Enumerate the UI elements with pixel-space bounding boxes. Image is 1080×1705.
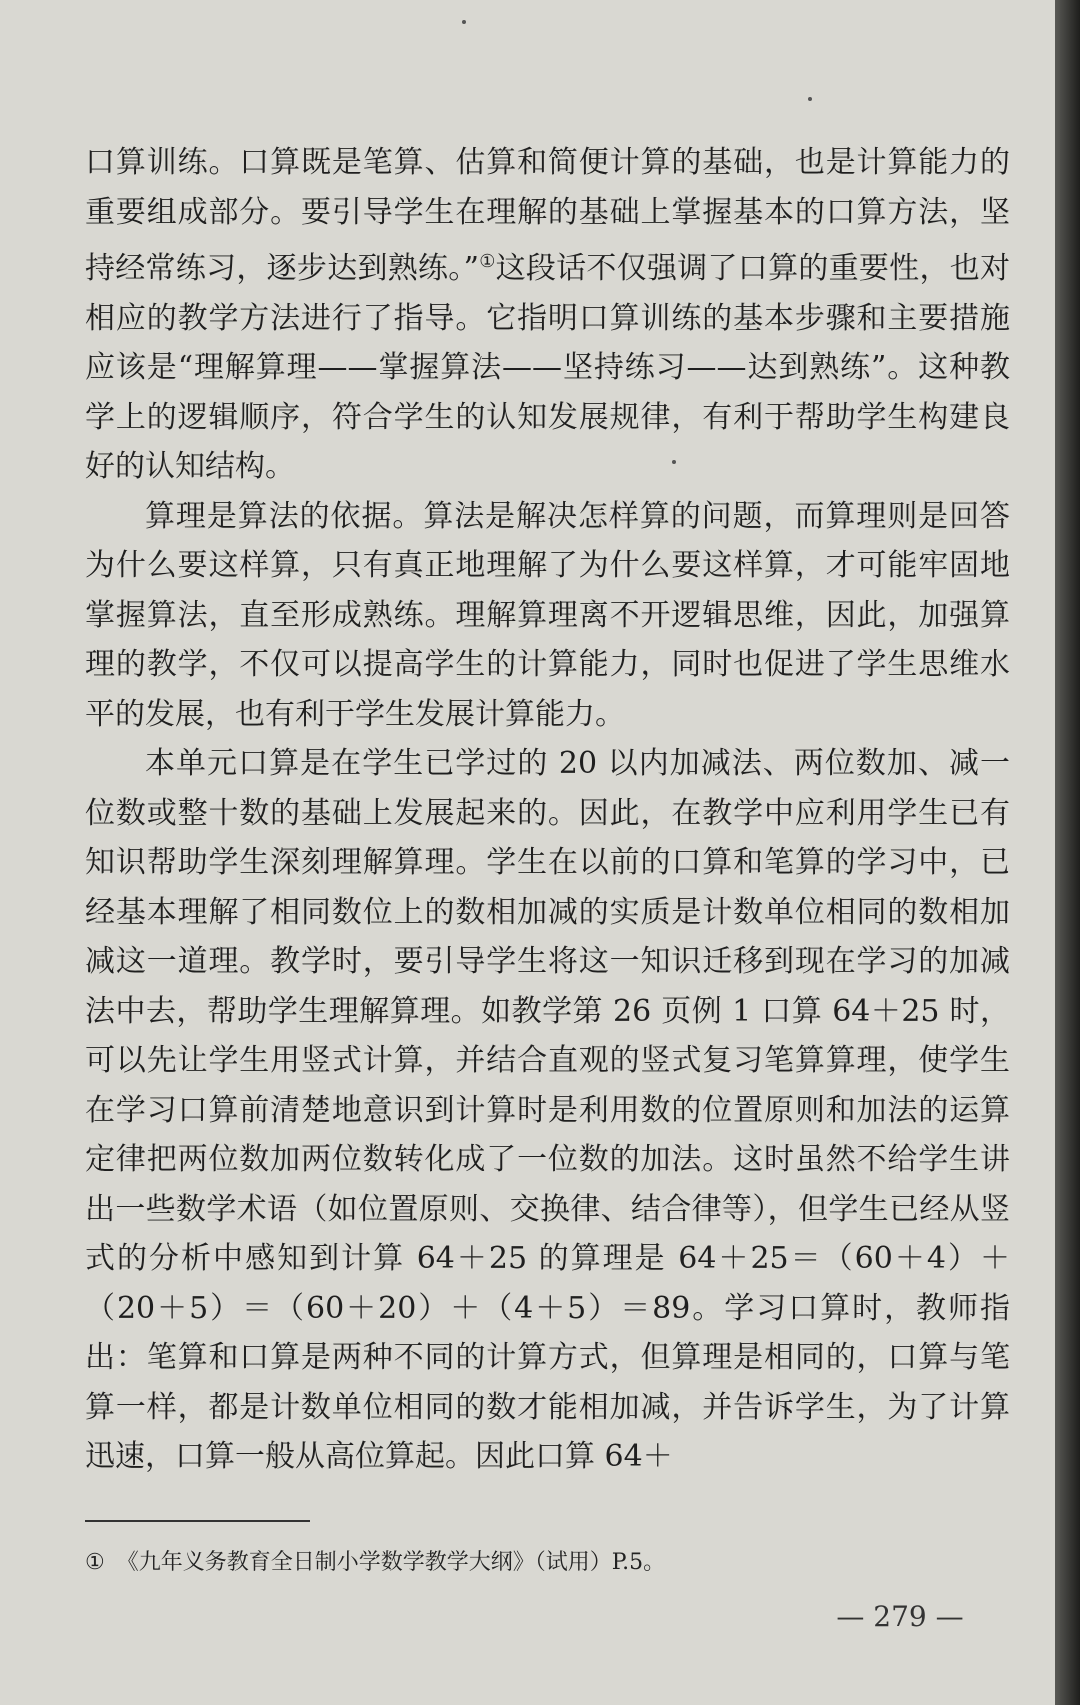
page-edge-shadow [1055,0,1080,1705]
body-text [85,138,1010,1482]
footnote-reference: ① [478,251,496,272]
paper-speck [808,97,812,101]
footnote-divider [85,1520,310,1522]
footnote-marker: ① [85,1550,105,1575]
paper-speck [462,20,466,24]
paragraph-1-continuation: 这段话不仅强调了口算的重要性，也对相应的教学方法进行了指导。它指明口算训练的基本步骤和主要措施应该是“理解算理——掌握算法——坚持练习——达到熟练”。这种教学上的逻辑顺序，符合学生的认知发展规律，有利于帮助学生构建良好的认知结构。 [85,251,1011,484]
paper-speck [672,460,676,464]
paragraph-1 [85,138,1010,492]
paragraph-2: 算理是算法的依据。算法是解决怎样算的问题，而算理则是回答为什么要这样算，只有真正地理解了为什么要这样算，才可能牢固地掌握算法，直至形成熟练。理解算理离不开逻辑思维，因此，加强算理的教学，不仅可以提高学生的计算能力，同时也促进了学生思维水平的发展，也有利于学生发展计算能力。 [85,498,1010,732]
footnote-text: 《九年义务教育全日制小学数学教学大纲》（试用）P.5。 [116,1550,666,1575]
footnote [85,1548,985,1578]
paragraph-3: 本单元口算是在学生已学过的 20 以内加减法、两位数加、减一位数或整十数的基础上发展起来的。因此，在教学中应利用学生已有知识帮助学生深刻理解算理。学生在以前的口算和笔算的学习中，已经基本理解了相同数位上的数相加减的实质是计数单位相同的数相加减这一道理。教学时，要引导学生将这一知识迁移到现在学习的加减法中去，帮助学生理解算理。如教学第 26 页例 1 口算 64＋25 时，可以先让学生用竖式计算，并结合直观的竖式复习笔算算理，使学生在学习口算前清楚地意识到计算时是利用数的位置原则和加法的运算定律把两位数加两位数转化成了一位数的加法。这时虽然不给学生讲出一些数学术语（如位置原则、交换律、结合律等），但学生已经从竖式的分析中感知到计算 64＋25 的算理是 64＋25＝（60＋4）＋（20＋5）＝（60＋20）＋（4＋5）＝89。学习口算时，教师指出：笔算和口算是两种不同的计算方式，但算理是相同的，口算与笔算一样，都是计数单位相同的数才能相加减，并告诉学生，为了计算迅速，口算一般从高位算起。因此口算 64＋ [85,746,1010,1474]
page-number: — 279 — [836,1600,964,1633]
paragraph-1-text: 口算训练。口算既是笔算、估算和简便计算的基础，也是计算能力的重要组成部分。要引导学生在理解的基础上掌握基本的口算方法，坚持经常练习，逐步达到熟练。” [85,145,1010,286]
